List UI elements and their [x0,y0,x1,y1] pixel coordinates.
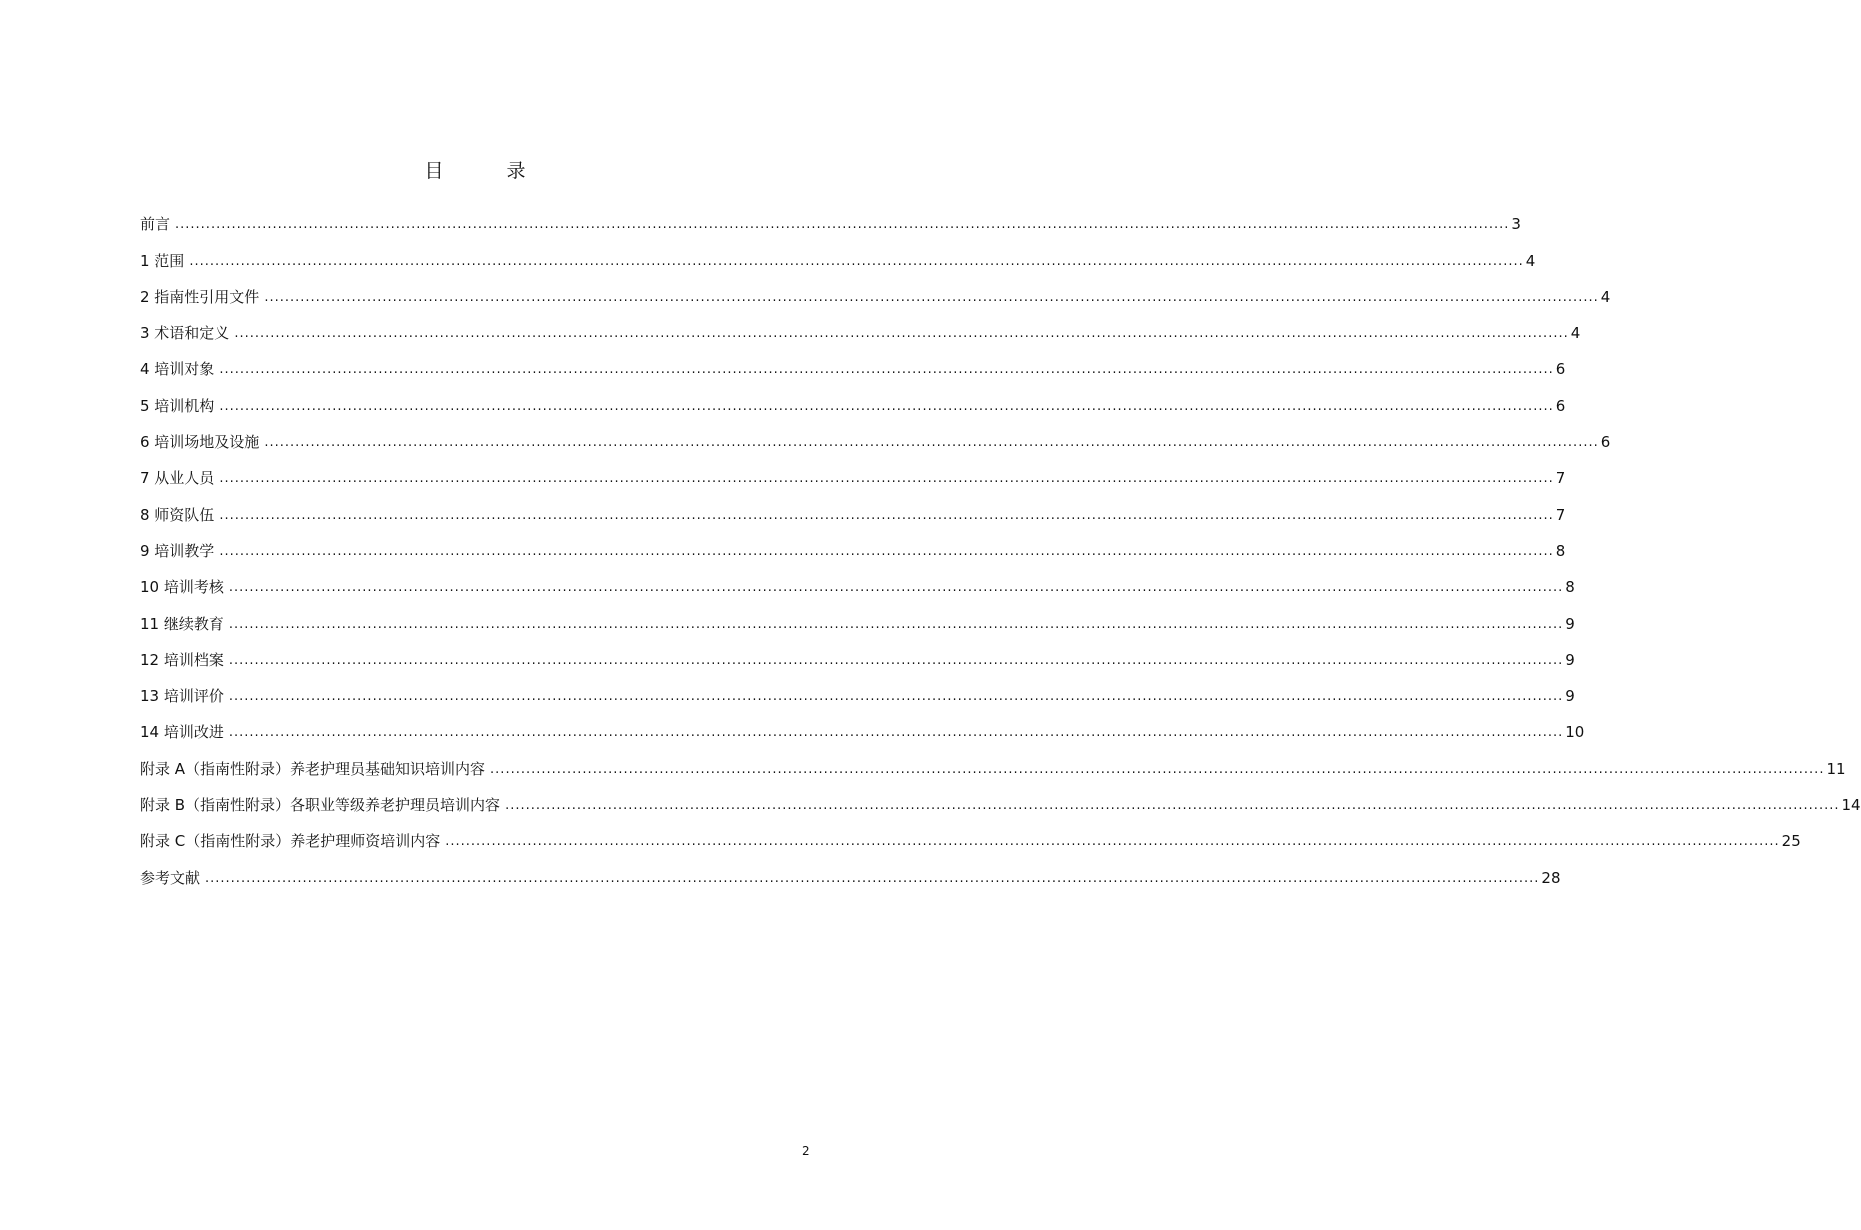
toc-entry-label: 3 术语和定义 [140,324,230,343]
toc-entry-label: 6 培训场地及设施 [140,433,260,452]
toc-entry-label: 11 继续教育 [140,614,224,633]
toc-leader-dots: .................................................................................................................................................................................................................................................................... [219,362,1554,378]
toc-entry[interactable] [140,235,1536,271]
toc-entry-label: 8 师资队伍 [140,505,215,524]
toc-leader-dots: .................................................................................................................................................................................................................................................................... [219,507,1554,523]
toc-leader-dots: .................................................................................................................................................................................................................................................................... [189,253,1524,269]
page-number: 2 [802,1144,810,1158]
toc-entry-page: 9 [1565,650,1575,669]
toc-leader-dots: .................................................................................................................................................................................................................................................................... [445,834,1780,850]
toc-entry-label: 附录 A（指南性附录）养老护理员基础知识培训内容 [140,759,486,778]
toc-leader-dots: .................................................................................................................................................................................................................................................................... [228,689,1564,705]
toc-title: 目 录 [424,160,548,182]
toc-entry-page: 4 [1600,287,1611,306]
toc-entry-page: 4 [1525,251,1536,270]
toc-entry[interactable] [140,344,1566,380]
toc-entry-page: 8 [1555,541,1566,560]
toc-entry-label: 2 指南性引用文件 [140,287,260,306]
toc-entry-page: 3 [1511,215,1521,234]
toc-entry-page: 25 [1781,832,1801,851]
toc-entry[interactable] [140,743,1846,779]
toc-entry-page: 6 [1555,396,1566,415]
toc-leader-dots: .................................................................................................................................................................................................................................................................... [219,398,1554,414]
toc-entry[interactable] [140,489,1566,525]
toc-entry-page: 14 [1841,796,1861,815]
toc-entry-page: 7 [1555,505,1566,524]
toc-entry-page: 6 [1555,360,1566,379]
toc-leader-dots: .................................................................................................................................................................................................................................................................... [219,543,1554,559]
toc-entry[interactable] [140,308,1581,344]
toc-leader-dots: .................................................................................................................................................................................................................................................................... [505,798,1840,814]
toc-leader-dots: .................................................................................................................................................................................................................................................................... [490,761,1825,777]
toc-entry-label: 13 培训评价 [140,687,224,706]
toc-entry-page: 28 [1541,868,1561,887]
toc-entry-label: 5 培训机构 [140,396,215,415]
toc-entry[interactable] [140,598,1575,634]
toc-entry[interactable] [140,453,1566,489]
toc-entry-page: 8 [1565,578,1575,597]
toc-leader-dots: .................................................................................................................................................................................................................................................................... [228,725,1564,741]
toc-entry[interactable] [140,780,1861,816]
toc-leader-dots: .................................................................................................................................................................................................................................................................... [175,217,1510,233]
toc-leader-dots: .................................................................................................................................................................................................................................................................... [264,435,1599,451]
toc-entry[interactable] [140,707,1585,743]
toc-leader-dots: .................................................................................................................................................................................................................................................................... [228,616,1564,632]
toc-entry[interactable] [140,852,1561,888]
toc-entry-label: 12 培训档案 [140,650,224,669]
toc-entry-page: 4 [1570,324,1581,343]
toc-leader-dots: .................................................................................................................................................................................................................................................................... [228,652,1564,668]
toc-entry-label: 前言 [140,215,171,234]
toc-leader-dots: .................................................................................................................................................................................................................................................................... [264,289,1599,305]
toc-entry[interactable] [140,562,1575,598]
toc-entry[interactable] [140,380,1566,416]
toc-entry[interactable] [140,417,1611,453]
toc-entry-label: 7 从业人员 [140,469,215,488]
toc-entry[interactable] [140,816,1801,852]
toc-entry-label: 14 培训改进 [140,723,224,742]
toc-entry-label: 10 培训考核 [140,578,224,597]
toc-entry-label: 附录 B（指南性附录）各职业等级养老护理员培训内容 [140,796,501,815]
toc-entry-label: 附录 C（指南性附录）养老护理师资培训内容 [140,832,441,851]
toc-leader-dots: .................................................................................................................................................................................................................................................................... [219,471,1554,487]
toc-entry-page: 11 [1826,759,1846,778]
toc-entry-page: 10 [1565,723,1585,742]
toc-entry-page: 7 [1555,469,1566,488]
toc-entry[interactable] [140,526,1566,562]
toc-entry-label: 9 培训教学 [140,541,215,560]
toc-entry-page: 9 [1565,687,1575,706]
toc-entry-label: 4 培训对象 [140,360,215,379]
toc-entry[interactable] [140,199,1521,235]
table-of-contents [140,199,1861,889]
toc-leader-dots: .................................................................................................................................................................................................................................................................... [234,326,1569,342]
toc-entry-page: 9 [1565,614,1575,633]
toc-entry[interactable] [140,635,1575,671]
toc-leader-dots: .................................................................................................................................................................................................................................................................... [228,580,1564,596]
toc-entry-label: 参考文献 [140,868,201,887]
toc-entry[interactable] [140,272,1611,308]
toc-leader-dots: .................................................................................................................................................................................................................................................................... [205,870,1540,886]
toc-entry[interactable] [140,671,1575,707]
toc-entry-page: 6 [1600,433,1611,452]
toc-entry-label: 1 范围 [140,251,185,270]
